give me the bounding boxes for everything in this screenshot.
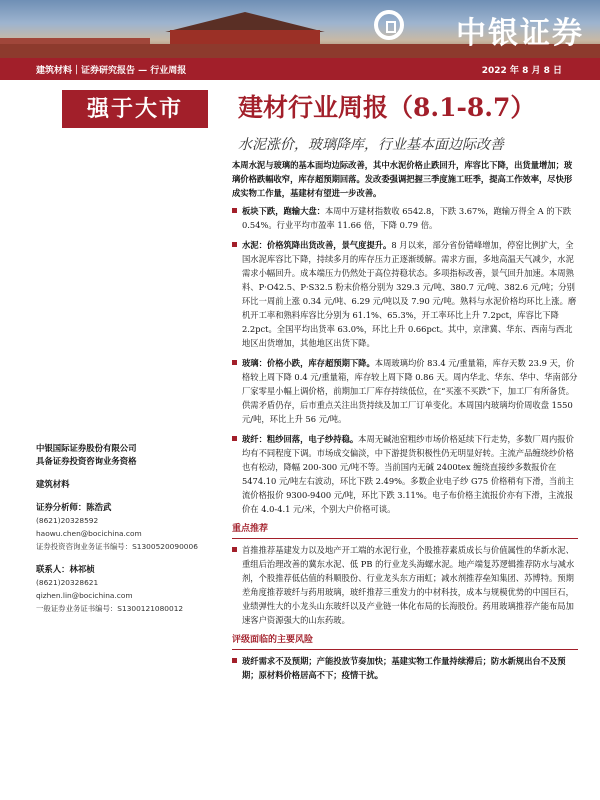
bullet-list	[232, 204, 578, 516]
header-banner	[0, 0, 600, 58]
analyst-label: 证券分析师：	[36, 502, 87, 512]
risk-heading: 评级面临的主要风险	[232, 633, 578, 650]
contact-label: 联系人：	[36, 564, 70, 574]
firm-qualification: 具备证券投资咨询业务资格	[36, 456, 137, 466]
bullet-lead: 玻璃：价格小跌，库存超预期下降。	[242, 358, 375, 368]
analyst-cert: 证券投资咨询业务证书编号：S1300520090006	[36, 542, 198, 551]
contact-name: 林祁桢	[69, 564, 95, 574]
analyst-email[interactable]: haowu.chen@bocichina.com	[36, 529, 142, 538]
bullet-item	[232, 204, 578, 232]
recommend-item	[232, 543, 578, 627]
report-category: 建筑材料｜证券研究报告 — 行业周报	[36, 66, 187, 76]
sector-name: 建筑材料	[36, 479, 70, 489]
contact-phone: (8621)20328621	[36, 578, 99, 587]
bullet-lead: 玻纤：粗纱回落，电子纱持稳。	[242, 434, 359, 444]
analyst-phone: (8621)20328592	[36, 516, 99, 525]
report-date: 2022 年 8 月 8 日	[481, 66, 562, 76]
bullet-text: 本周中万建材指数收 6542.8，下跌 3.67%，跑输万得全 A 的下跌 0.54%。行业平均市盈率 11.66 倍，下降 0.79 倍。	[242, 206, 572, 230]
recommend-heading: 重点推荐	[232, 522, 578, 539]
analyst-name: 陈浩武	[86, 502, 112, 512]
bank-name: 中银证券	[456, 16, 584, 51]
bullet-text: 8 月以来，部分省份错峰增加，停窑比例扩大，全国水泥库容比下降，持续多月的库存压力正逐渐缓解。需求方面，多地高温天气减少，水泥需求小幅回升。成本端压力仍然处于高位持稳状态。多项指标改善，景气回升加速。本周熟料、P·O42.5、P·S32.5 粉末价格分别为 329.3 元/吨、380.7 元/吨、382.6 元/吨；分别环比一周前上涨 0.34 元/吨、6.29 元/吨以及 7.90 元/吨。熟料与水泥价格均环比上涨。磨机开工率和熟料库容比分别为 61.1%、65.3%，开工率环比上升 7.2pct，库容比下降 2.2pct。全国平均出货率 63.0%，环比上升 0.66pct。其中，京津冀、华东、西南与西北地区出货增加，其他地区出货下降。	[242, 240, 577, 348]
bullet-item	[232, 238, 578, 350]
report-title: 建材行业周报（8.1-8.7）	[238, 93, 536, 122]
rating-badge: 强于大市	[62, 90, 208, 128]
contact-line	[36, 563, 226, 576]
sidebar-info	[36, 442, 226, 615]
analyst-line	[36, 501, 226, 514]
boc-logo-icon	[374, 10, 404, 40]
risk-list	[232, 654, 578, 682]
bullet-text: 本周无碱池窑粗纱市场价格延续下行走势，多数厂周内报价均有不同程度下调。市场成交偏淡，中下游提货积极性仍无明显好转。主流产品缠绕纱价格也有松动，降幅 200-300 元/吨不等。当前国内无碱 2400tex 缠绕直接纱多数报价在 5474.10 元/吨左右波动，环比下跌 2.49%。多数企业电子纱 G75 价格稍有下滑，当前主流价格报价 9300-9400 元/吨，环比下跌 3.11%。电子布价格主流报价亦有下滑，主流报价在 4.0-4.1 元/米，个别大户价格可谈。	[242, 434, 574, 514]
category-bar	[0, 58, 600, 80]
main-content	[232, 158, 578, 688]
bullet-lead: 水泥：价格筑降出货改善，景气度提升。	[242, 240, 392, 250]
risk-item	[232, 654, 578, 682]
recommend-text: 首推推荐基建发力以及地产开工端的水泥行业，个股推荐素质成长与价值属性的华新水泥、重组后治理改善的冀东水泥、低 PB 的行业龙头海螺水泥。地产端复苏逻辑推荐防水与减水剂，个股推荐低估值的科顺股份、行业龙头东方雨虹；减水剂推荐垒知集团、苏博特。预期差角度推荐玻纤与药用玻璃，玻纤推荐三重发力的中材科技，成本与规模优势的中国巨石，业绩弹性大的小龙头山东玻纤以及产业链一体化布局的长海股份。药用玻璃推荐产能布局加速客户资源强大的山东药玻。	[242, 545, 575, 625]
bullet-lead: 板块下跌，跑输大盘：	[242, 206, 325, 216]
bullet-item	[232, 432, 578, 516]
risk-text: 玻纤需求不及预期；产能投放节奏加快；基建实物工作量持续滞后；防水新规出台不及预期；原材料价格居高不下；疫情干扰。	[242, 656, 566, 680]
summary: 本周水泥与玻璃的基本面均边际改善，其中水泥价格止跌回升，库容比下降，出货量增加；玻璃价格跌幅收窄，库存超预期回落。发改委强调把握三季度施工旺季，提高工作效率，尽快形成实物工作量，基建材有望进一步改善。	[232, 160, 573, 198]
palace-roof	[150, 12, 340, 32]
contact-email[interactable]: qizhen.lin@bocichina.com	[36, 591, 133, 600]
firm-name: 中银国际证券股份有限公司	[36, 443, 137, 453]
recommend-list	[232, 543, 578, 627]
bullet-text: 本周玻璃均价 83.4 元/重量箱，库存天数 23.9 天，价格较上周下降 0.4 元/重量箱，库存较上周下降 0.86 天。周内华北、华东、华中、华南部分厂家零星小幅上调价格，前期加工厂库存持续低位，在“买涨不买跌”下，加工厂有所备货。供需矛盾仍存，后市重点关注出货持续及加工厂订单变化。本周国内玻璃均价周收盘 1550 元/吨，环比上升 56 元/吨。	[242, 358, 578, 424]
bullet-item	[232, 356, 578, 426]
contact-cert: 一般证券业务证书编号：S1300121080012	[36, 604, 184, 613]
report-subtitle: 水泥涨价，玻璃降库，行业基本面边际改善	[238, 137, 504, 153]
